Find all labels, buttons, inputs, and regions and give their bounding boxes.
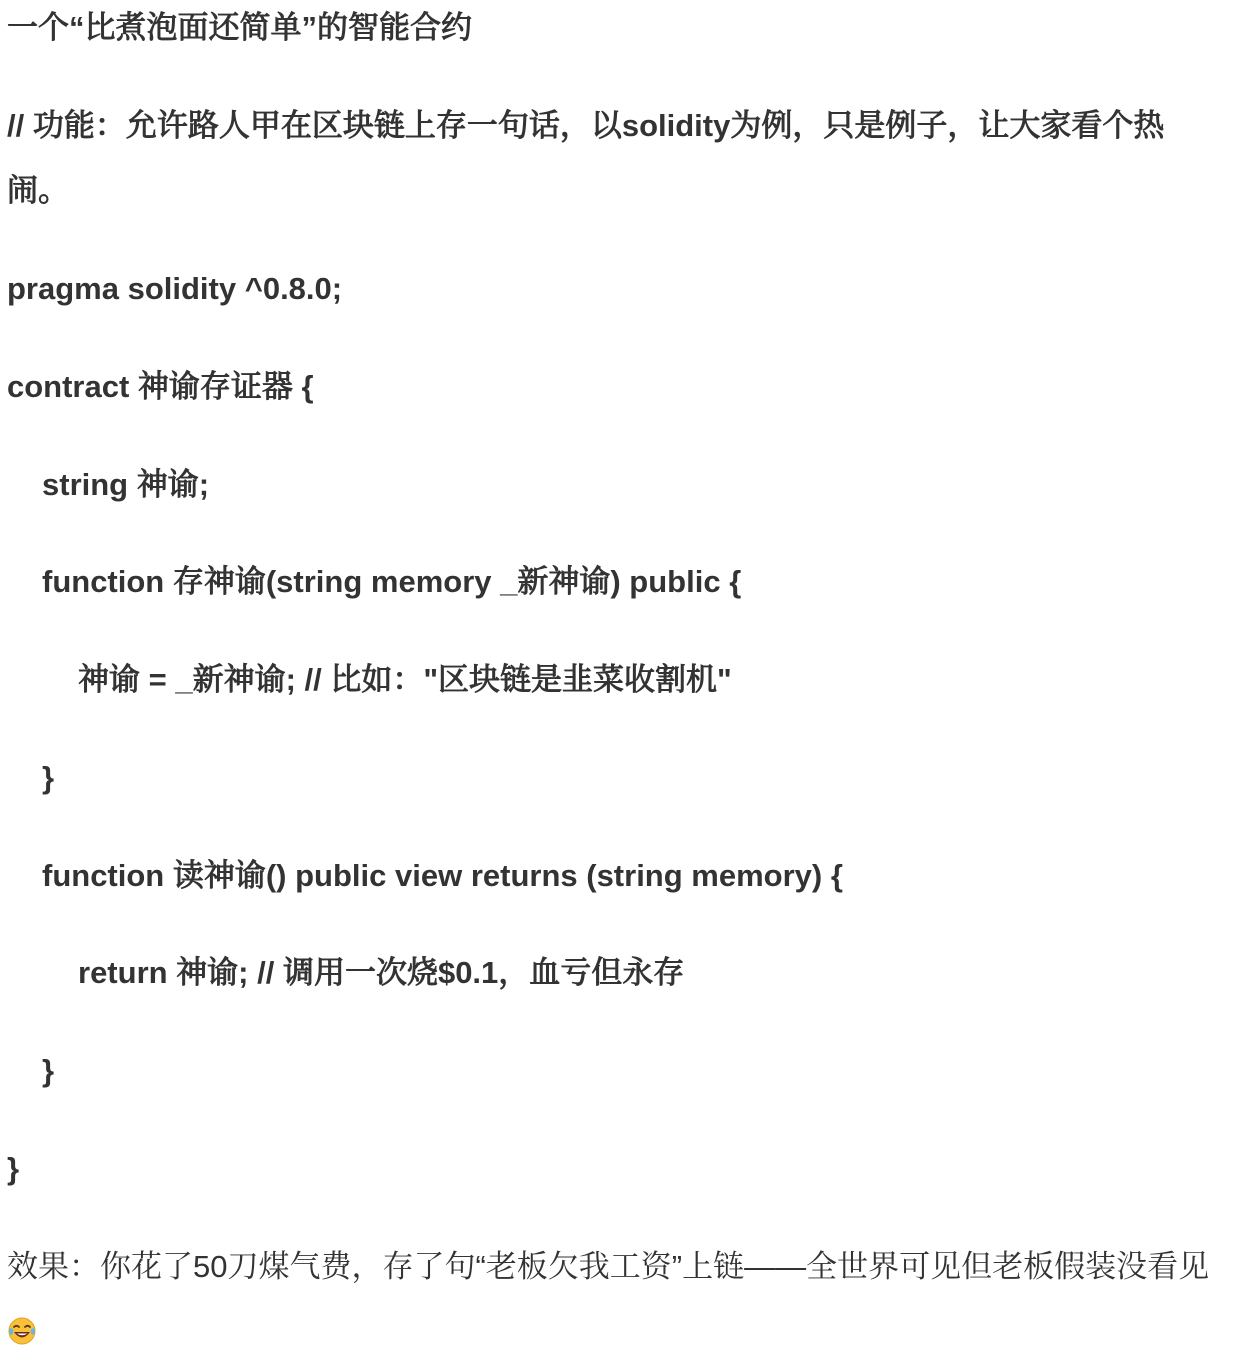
laughing-crying-face-icon <box>7 1316 37 1346</box>
code-contract-open: contract 神谕存证器 { <box>7 369 314 404</box>
code-function-store-body: 神谕 = _新神谕; // 比如："区块链是韭菜收割机" <box>78 662 732 697</box>
code-contract-close: } <box>7 1151 20 1186</box>
article-title: 一个“比煮泡面还简单”的智能合约 <box>7 10 472 45</box>
code-function-store-signature: function 存神谕(string memory _新神谕) public { <box>42 564 742 599</box>
code-function-read-close: } <box>42 1053 55 1088</box>
comment-line-1: // 功能：允许路人甲在区块链上存一句话，以solidity为例，只是例子，让大家看个热 <box>7 108 1165 143</box>
code-function-read-signature: function 读神谕() public view returns (string memory) { <box>42 858 843 893</box>
code-pragma: pragma solidity ^0.8.0; <box>7 271 343 306</box>
code-function-store-close: } <box>42 760 55 795</box>
code-state-variable: string 神谕; <box>42 467 210 502</box>
effect-line: 效果：你花了50刀煤气费，存了句“老板欠我工资”上链——全世界可见但老板假装没看见 <box>7 1249 1210 1284</box>
comment-line-2: 闹。 <box>7 173 69 208</box>
code-function-read-body: return 神谕; // 调用一次烧$0.1，血亏但永存 <box>78 955 685 990</box>
